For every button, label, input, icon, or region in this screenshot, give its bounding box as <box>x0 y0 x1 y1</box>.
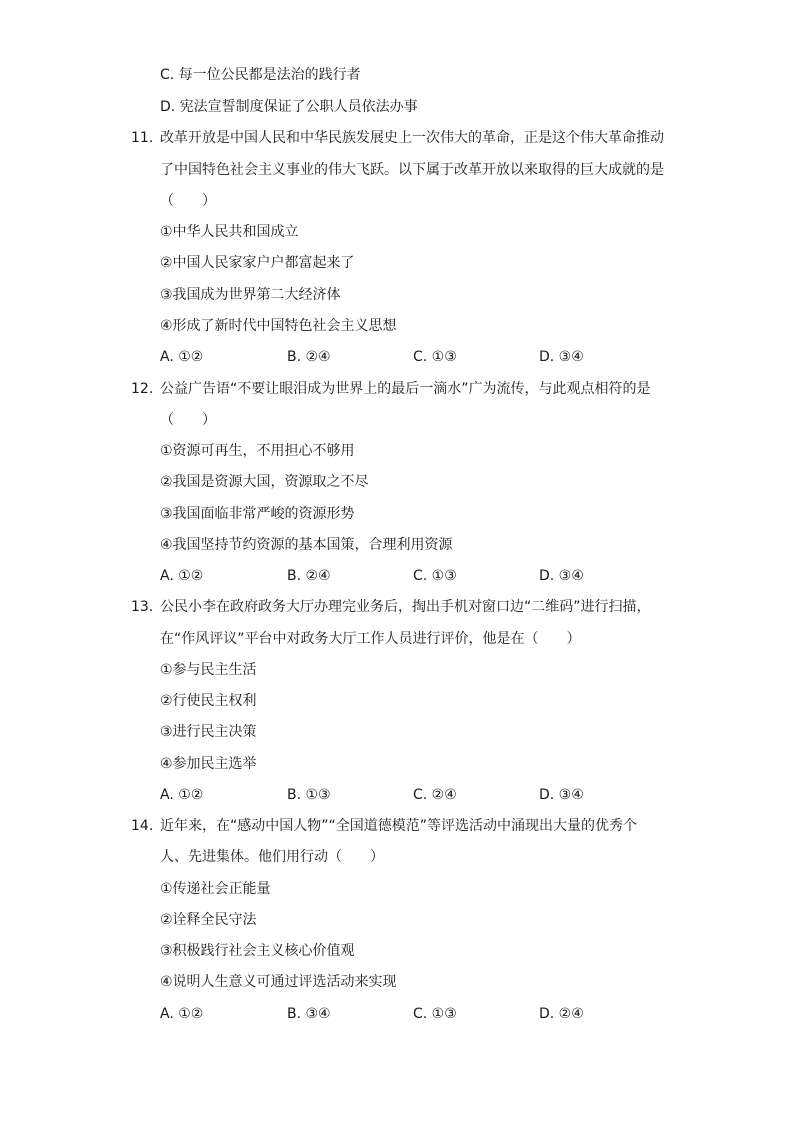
statement-item: ②诠释全民守法 <box>160 912 257 928</box>
question-number: 11. <box>131 130 154 146</box>
option-d: D. ③④ <box>539 349 584 365</box>
statement-item: ②中国人民家家户户都富起来了 <box>160 255 355 271</box>
statement-item: ④说明人生意义可通过评选活动来实现 <box>160 974 397 990</box>
option-b: B. ①③ <box>287 787 331 803</box>
question-stem-line: 近年来，在“感动中国人物”“全国道德模范”等评选活动中涌现出大量的优秀个 <box>160 818 638 834</box>
statement-item: ③我国成为世界第二大经济体 <box>160 287 341 303</box>
question-stem-line: 在“作风评议”平台中对政务大厅工作人员进行评价，他是在（ ） <box>160 631 581 647</box>
option-c: C. ①③ <box>413 349 457 365</box>
statement-item: ④形成了新时代中国特色社会主义思想 <box>160 318 397 334</box>
option-c: C. ①③ <box>413 568 457 584</box>
statement-item: ④我国坚持节约资源的基本国策，合理利用资源 <box>160 537 453 553</box>
prev-option-c: C. 每一位公民都是法治的践行者 <box>160 67 361 83</box>
statement-item: ③积极践行社会主义核心价值观 <box>160 943 355 959</box>
question-number: 12. <box>131 381 154 397</box>
statement-item: ①资源可再生，不用担心不够用 <box>160 443 355 459</box>
option-a: A. ①② <box>160 568 204 584</box>
option-d: D. ②④ <box>539 1006 584 1022</box>
option-c: C. ①③ <box>413 1006 457 1022</box>
statement-item: ①传递社会正能量 <box>160 881 271 897</box>
option-b: B. ③④ <box>287 1006 331 1022</box>
option-d: D. ③④ <box>539 787 584 803</box>
question-stem-line: 了中国特色社会主义事业的伟大飞跃。以下属于改革开放以来取得的巨大成就的是 <box>160 162 664 178</box>
option-a: A. ①② <box>160 349 204 365</box>
option-a: A. ①② <box>160 787 204 803</box>
question-number: 14. <box>131 818 154 834</box>
statement-item: ①中华人民共和国成立 <box>160 224 299 240</box>
question-stem-line: 公益广告语“不要让眼泪成为世界上的最后一滴水”广为流传，与此观点相符的是 <box>160 381 651 397</box>
statement-item: ①参与民主生活 <box>160 662 257 678</box>
question-number: 13. <box>131 599 154 615</box>
option-a: A. ①② <box>160 1006 204 1022</box>
option-d: D. ③④ <box>539 568 584 584</box>
question-stem-line: 公民小李在政府政务大厅办理完业务后，掏出手机对窗口边“二维码”进行扫描， <box>160 599 651 615</box>
option-c: C. ②④ <box>413 787 457 803</box>
answer-bracket: （ ） <box>160 412 216 428</box>
prev-option-d: D. 宪法宣誓制度保证了公职人员依法办事 <box>160 99 418 115</box>
statement-item: ②我国是资源大国，资源取之不尽 <box>160 474 369 490</box>
statement-item: ③进行民主决策 <box>160 724 257 740</box>
statement-item: ③我国面临非常严峻的资源形势 <box>160 506 355 522</box>
option-b: B. ②④ <box>287 568 331 584</box>
question-stem-line: 改革开放是中国人民和中华民族发展史上一次伟大的革命，正是这个伟大革命推动 <box>160 130 664 146</box>
statement-item: ④参加民主选举 <box>160 756 257 772</box>
question-stem-line: 人、先进集体。他们用行动（ ） <box>160 849 384 865</box>
option-b: B. ②④ <box>287 349 331 365</box>
answer-bracket: （ ） <box>160 193 216 209</box>
statement-item: ②行使民主权利 <box>160 693 257 709</box>
